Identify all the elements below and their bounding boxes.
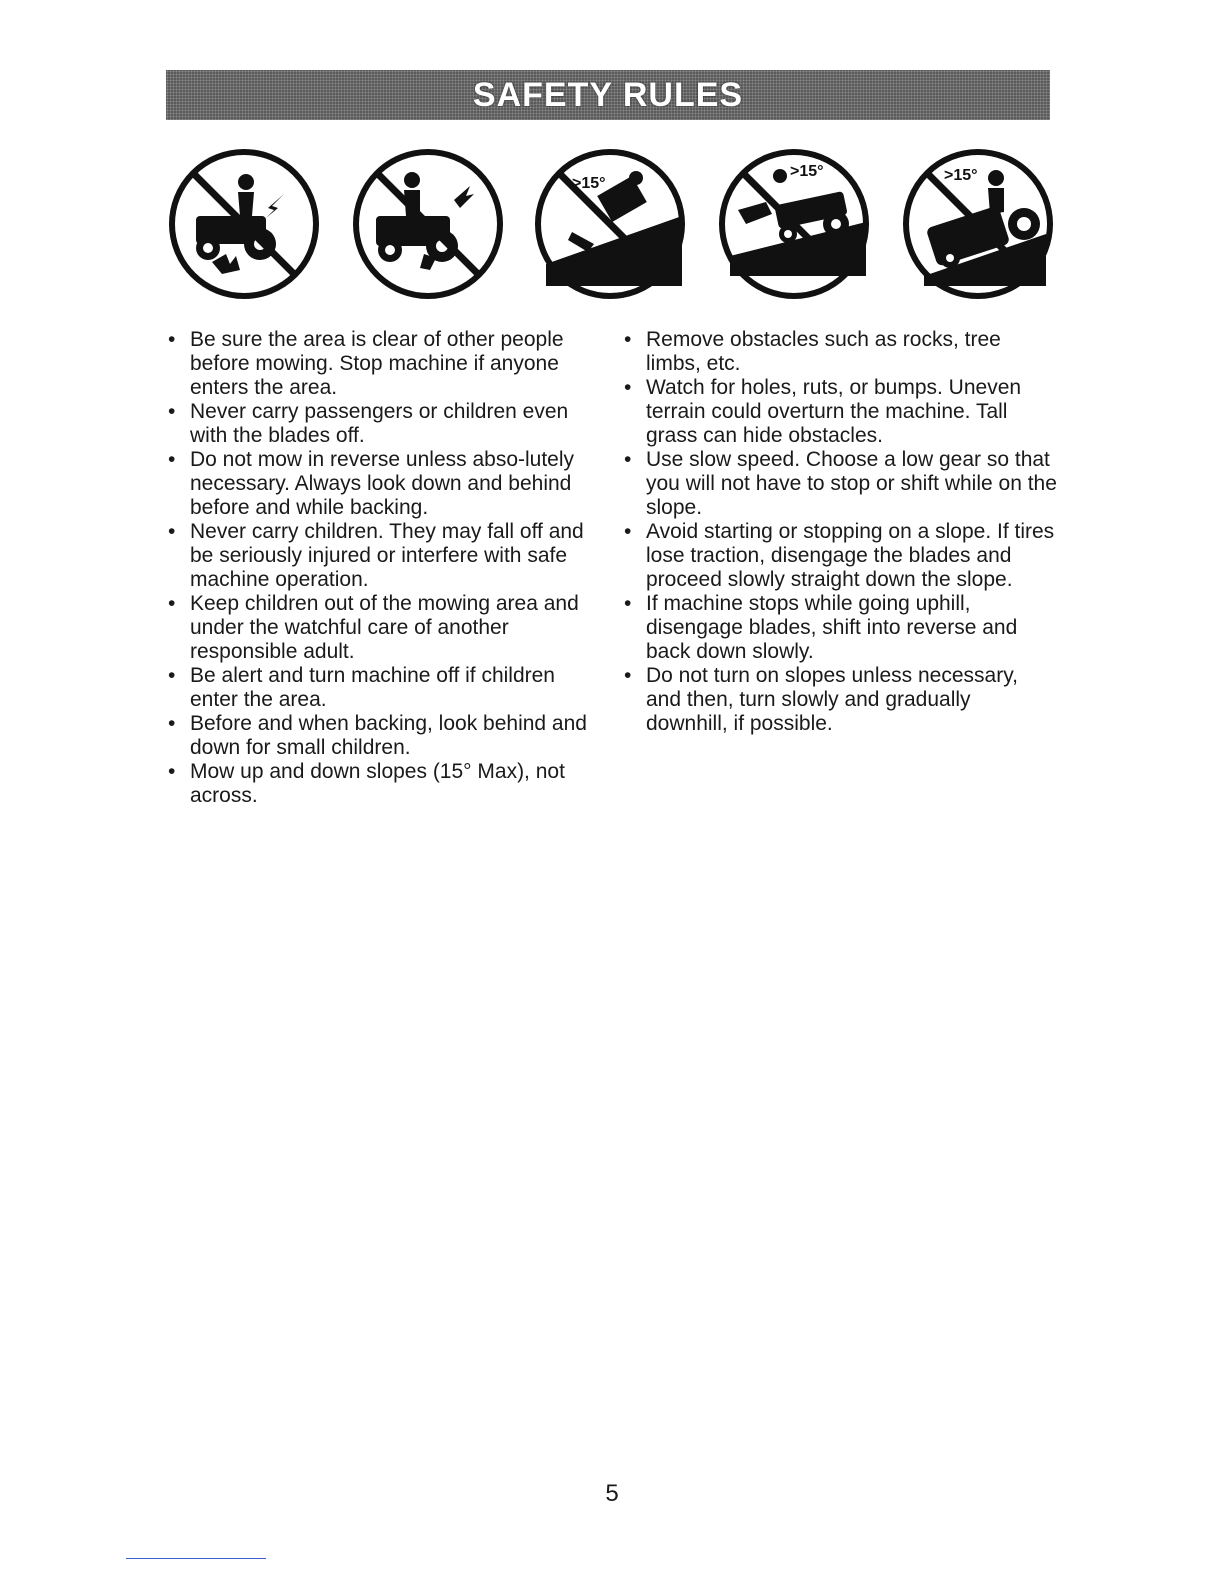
rule-text: Never carry children. They may fall off and be seriously injured or interfere with safe machine operation. bbox=[190, 520, 584, 591]
bullet: • bbox=[168, 520, 176, 543]
no-passengers-icon bbox=[350, 146, 506, 302]
list-item bbox=[622, 520, 1058, 592]
list-item bbox=[622, 448, 1058, 520]
right-rules-list bbox=[622, 328, 1058, 736]
no-bystanders-icon bbox=[166, 146, 322, 302]
rule-text: If machine stops while going uphill, disengage blades, shift into reverse and back down slowly. bbox=[646, 592, 1018, 663]
bullet: • bbox=[624, 448, 632, 471]
rule-text: Before and when backing, look behind and down for small children. bbox=[190, 712, 587, 759]
rule-text: Never carry passengers or children even with the blades off. bbox=[190, 400, 569, 447]
list-item bbox=[166, 448, 606, 520]
left-rules-list bbox=[166, 328, 606, 808]
slope-angle-label: >15° bbox=[944, 167, 978, 184]
bullet: • bbox=[624, 328, 632, 351]
list-item bbox=[622, 376, 1058, 448]
list-item bbox=[166, 328, 606, 400]
rule-text: Watch for holes, ruts, or bumps. Uneven terrain could overturn the machine. Tall grass can hide obstacles. bbox=[646, 376, 1022, 447]
no-steep-slope-overturn-icon bbox=[716, 146, 872, 302]
bullet: • bbox=[168, 448, 176, 471]
list-item bbox=[622, 328, 1058, 376]
bullet: • bbox=[624, 592, 632, 615]
list-item bbox=[622, 664, 1058, 736]
rule-text: Use slow speed. Choose a low gear so that you will not have to stop or shift while on the slope. bbox=[646, 448, 1057, 519]
rule-text: Do not turn on slopes unless necessary, and then, turn slowly and gradually downhill, if possible. bbox=[646, 664, 1018, 735]
list-item bbox=[166, 400, 606, 448]
page-number: 5 bbox=[605, 1480, 619, 1507]
rule-text: Keep children out of the mowing area and under the watchful care of another responsible adult. bbox=[190, 592, 579, 663]
list-item bbox=[166, 592, 606, 664]
bullet: • bbox=[168, 592, 176, 615]
bullet: • bbox=[168, 760, 176, 783]
bullet: • bbox=[168, 712, 176, 735]
bullet: • bbox=[168, 664, 176, 687]
rule-text: Be sure the area is clear of other people before mowing. Stop machine if anyone enters the area. bbox=[190, 328, 564, 399]
list-item bbox=[166, 520, 606, 592]
section-banner bbox=[166, 70, 1050, 120]
rule-text: Do not mow in reverse unless abso-lutely necessary. Always look down and behind before and while backing. bbox=[190, 448, 575, 519]
no-slope-rollover-icon bbox=[900, 146, 1056, 302]
bullet: • bbox=[624, 376, 632, 399]
rule-text: Mow up and down slopes (15° Max), not across. bbox=[190, 760, 565, 807]
list-item bbox=[166, 712, 606, 760]
bullet: • bbox=[168, 328, 176, 351]
rule-text: Remove obstacles such as rocks, tree limbs, etc. bbox=[646, 328, 1001, 375]
footer-divider bbox=[126, 1558, 266, 1559]
bullet: • bbox=[624, 520, 632, 543]
list-item bbox=[166, 760, 606, 808]
list-item bbox=[166, 664, 606, 712]
slope-angle-label: >15° bbox=[572, 175, 606, 192]
no-steep-slope-tipping-icon bbox=[532, 146, 688, 302]
slope-angle-label: >15° bbox=[790, 163, 824, 180]
section-title: SAFETY RULES bbox=[472, 75, 744, 114]
bullet: • bbox=[168, 400, 176, 423]
safety-icons-row bbox=[166, 146, 1056, 302]
list-item bbox=[622, 592, 1058, 664]
rule-text: Avoid starting or stopping on a slope. If tires lose traction, disengage the blades and proceed slowly straight down the slope. bbox=[646, 520, 1055, 591]
rule-text: Be alert and turn machine off if children enter the area. bbox=[190, 664, 555, 711]
bullet: • bbox=[624, 664, 632, 687]
